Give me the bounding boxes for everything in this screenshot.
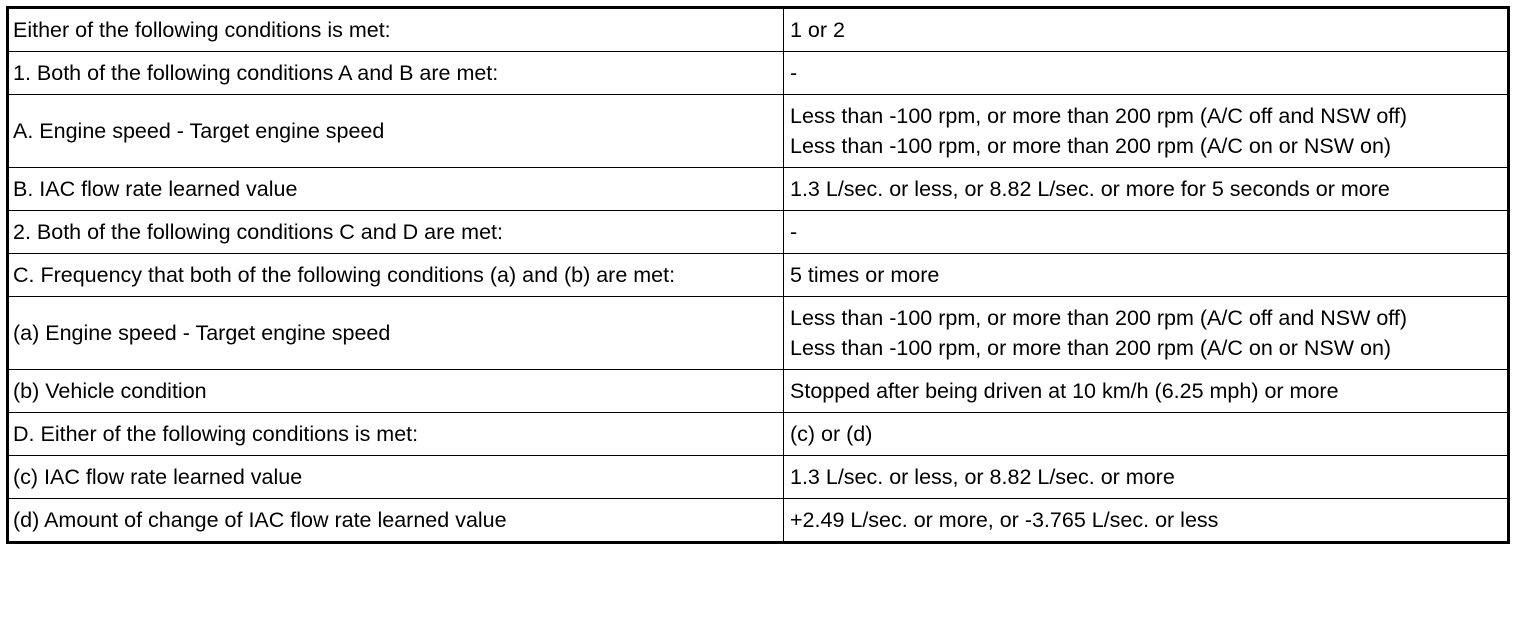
value-cell: 5 times or more <box>784 254 1509 297</box>
value-cell: +2.49 L/sec. or more, or -3.765 L/sec. or less <box>784 499 1509 543</box>
table-row <box>8 370 1509 413</box>
table-row <box>8 95 1509 168</box>
condition-cell: 1. Both of the following conditions A and B are met: <box>8 52 784 95</box>
table-row <box>8 168 1509 211</box>
table-row <box>8 499 1509 543</box>
table-row <box>8 254 1509 297</box>
value-cell: Less than -100 rpm, or more than 200 rpm (A/C off and NSW off) Less than -100 rpm, or more than 200 rpm (A/C on or NSW on) <box>784 95 1509 168</box>
condition-cell: (b) Vehicle condition <box>8 370 784 413</box>
condition-cell: Either of the following conditions is met: <box>8 8 784 52</box>
value-cell: Less than -100 rpm, or more than 200 rpm (A/C off and NSW off) Less than -100 rpm, or more than 200 rpm (A/C on or NSW on) <box>784 297 1509 370</box>
condition-cell: A. Engine speed - Target engine speed <box>8 95 784 168</box>
value-cell: (c) or (d) <box>784 413 1509 456</box>
value-cell: - <box>784 211 1509 254</box>
value-cell: - <box>784 52 1509 95</box>
table-row <box>8 211 1509 254</box>
condition-cell: B. IAC flow rate learned value <box>8 168 784 211</box>
condition-cell: (a) Engine speed - Target engine speed <box>8 297 784 370</box>
condition-cell: (d) Amount of change of IAC flow rate learned value <box>8 499 784 543</box>
condition-cell: C. Frequency that both of the following conditions (a) and (b) are met: <box>8 254 784 297</box>
value-cell: Stopped after being driven at 10 km/h (6.25 mph) or more <box>784 370 1509 413</box>
table-row <box>8 8 1509 52</box>
condition-cell: (c) IAC flow rate learned value <box>8 456 784 499</box>
table-row <box>8 297 1509 370</box>
table-row <box>8 52 1509 95</box>
value-cell: 1.3 L/sec. or less, or 8.82 L/sec. or more for 5 seconds or more <box>784 168 1509 211</box>
condition-cell: D. Either of the following conditions is met: <box>8 413 784 456</box>
table-row <box>8 456 1509 499</box>
value-cell: 1 or 2 <box>784 8 1509 52</box>
value-cell: 1.3 L/sec. or less, or 8.82 L/sec. or more <box>784 456 1509 499</box>
condition-cell: 2. Both of the following conditions C and D are met: <box>8 211 784 254</box>
table-row <box>8 413 1509 456</box>
conditions-table <box>6 6 1510 544</box>
